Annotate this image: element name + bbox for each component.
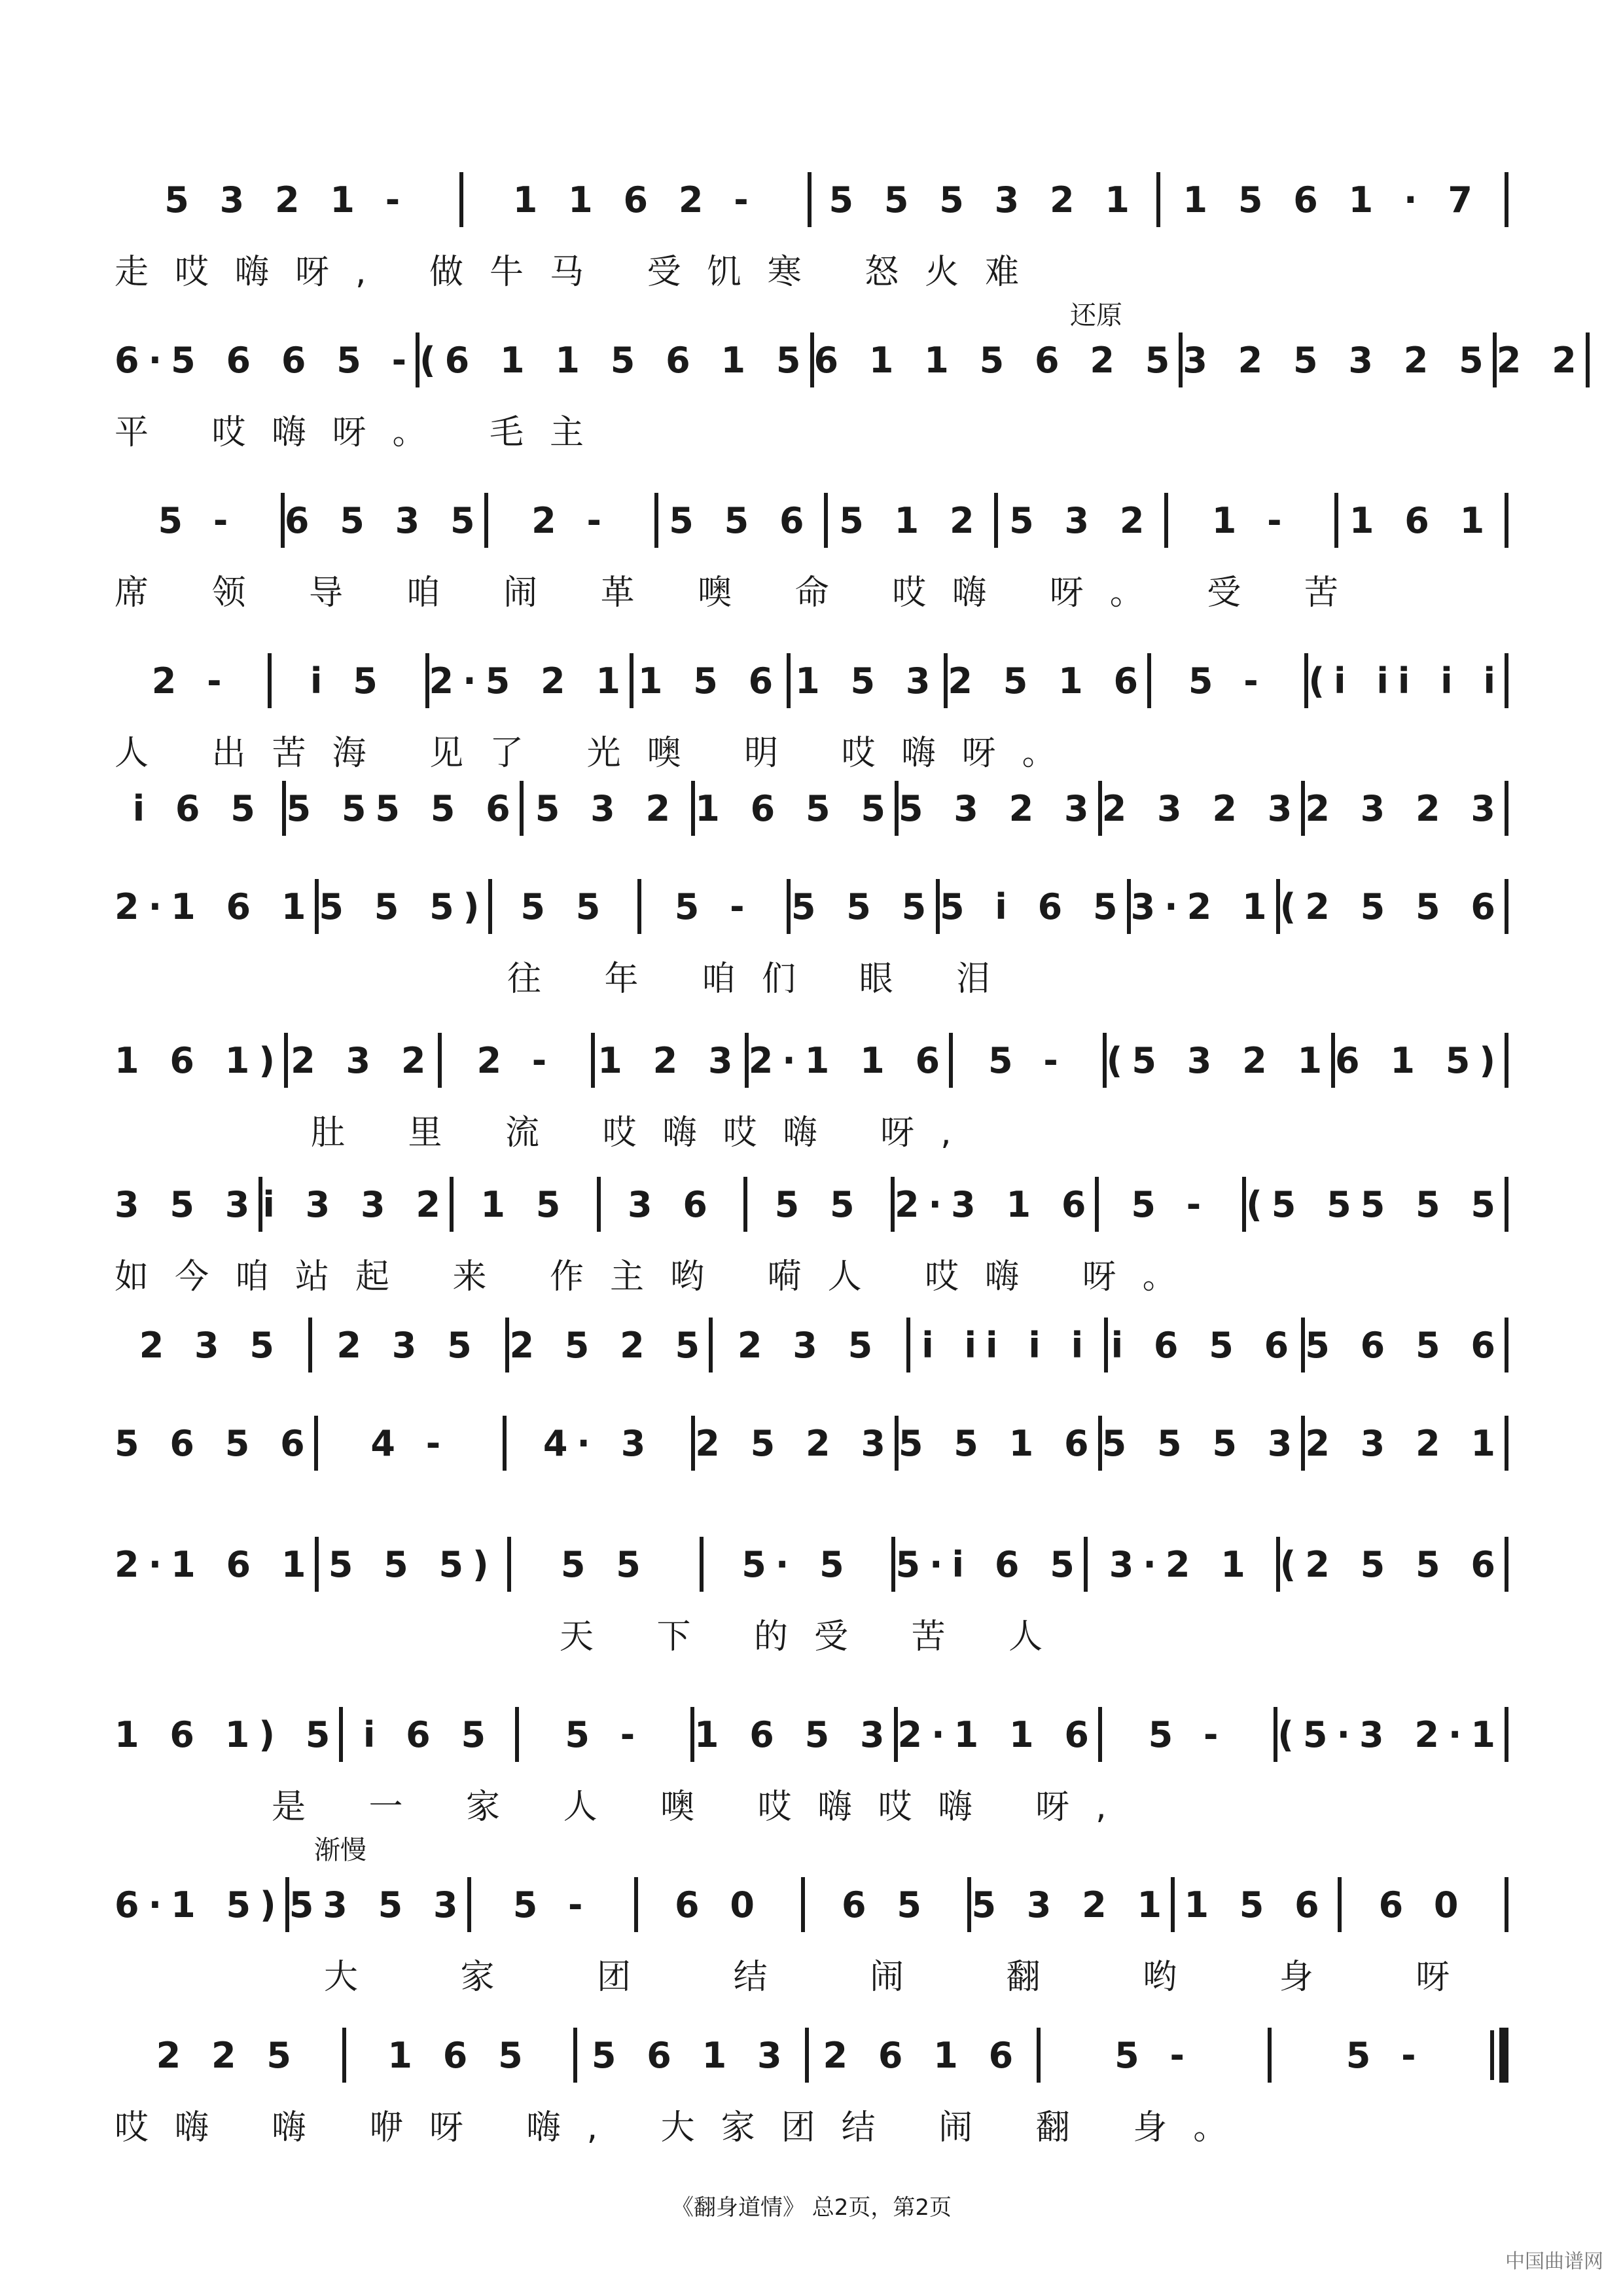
- barline: [1505, 1707, 1508, 1762]
- measure: 5 -: [1131, 1183, 1211, 1225]
- barline: [1505, 1318, 1508, 1372]
- measure: 1 5: [480, 1183, 570, 1225]
- barline: [1505, 1537, 1508, 1592]
- measure: 1 5 6 1 · 7: [1183, 179, 1482, 221]
- measure: 2 3 2 3: [1101, 787, 1302, 829]
- barline: [1505, 1877, 1508, 1932]
- barline: [1505, 879, 1508, 934]
- measure: 5 -: [158, 499, 238, 541]
- lyrics-line: 天 下 的受 苦 人: [560, 1617, 1069, 1657]
- measure: 2·1 1 6: [748, 1039, 950, 1081]
- measure: 1 1 6 2 -: [512, 179, 758, 221]
- notation-line: [115, 488, 1508, 553]
- measure: 2·1 6 1: [115, 886, 315, 927]
- page-footer: 《翻身道情》 总2页，第2页: [671, 2195, 952, 2221]
- score-system-2: [115, 300, 1586, 497]
- lyrics-line: 如今咱站起 来 作主哟 嗬人 哎嗨 呀。: [115, 1257, 1203, 1297]
- lyrics-line: 哎嗨 嗨 咿呀 嗨, 大家团结 闹 翻 身。: [115, 2108, 1254, 2147]
- score-system-6: [115, 874, 1508, 1044]
- measure: 1 6 1) 5: [115, 1713, 340, 1755]
- barline: [1505, 653, 1508, 708]
- measure: 53 5 3: [289, 1884, 467, 1926]
- measure: (5·3 2·1: [1277, 1713, 1505, 1755]
- measure: 2·1 6 1: [115, 1543, 315, 1585]
- measure: 2 5 2 5: [509, 1324, 709, 1366]
- score-system-13: [115, 1835, 1508, 2042]
- barline: [1505, 172, 1508, 227]
- measure: i 5: [310, 660, 387, 702]
- tempo-marking: 渐慢: [314, 1835, 366, 1865]
- measure: 1 6 1: [1349, 499, 1494, 541]
- notation-line: [115, 1702, 1508, 1767]
- score-system-3: [115, 488, 1508, 658]
- measure: (2 5 5 6: [1279, 886, 1505, 927]
- notation-line: [115, 1872, 1508, 1937]
- lyrics-line: 往 年 咱们 眼 泪: [507, 960, 1017, 999]
- measure: 2·1 1 6: [897, 1713, 1098, 1755]
- measure: 1 6 5 5: [695, 787, 895, 829]
- measure: 1 6 1): [115, 1039, 284, 1081]
- measure: 5 5 5 3 2 1: [829, 179, 1139, 221]
- lyrics-line: 走哎嗨呀, 做牛马 受饥寒 怒火难: [115, 253, 1046, 292]
- lyrics-line: 席 领 导 咱 闹 革 噢 命 哎嗨 呀。 受 苦: [115, 573, 1364, 613]
- score-system-11: [115, 1532, 1508, 1702]
- notation-line: [115, 1028, 1508, 1093]
- measure: 5 i 6 5: [939, 886, 1127, 927]
- final-barline: [1499, 2028, 1508, 2083]
- measure: 5 -: [1148, 1713, 1228, 1755]
- measure: 2 3 5: [737, 1324, 882, 1366]
- measure: 1 6 5: [387, 2034, 532, 2076]
- notation-line: [115, 1532, 1508, 1597]
- measure: 5 -: [988, 1039, 1067, 1081]
- barline: [1505, 1177, 1508, 1232]
- measure: 2·5 2 1: [429, 660, 630, 702]
- measure: 2 6 1 6: [823, 2034, 1023, 2076]
- measure: 5 3 2: [535, 787, 680, 829]
- measure: 2 5 1 6: [948, 660, 1148, 702]
- measure: 5·i 6 5: [895, 1543, 1084, 1585]
- measure: 2 -: [531, 499, 611, 541]
- measure: 2 3 5: [336, 1324, 481, 1366]
- measure: 3 6: [628, 1183, 717, 1225]
- measure: i 6 5: [132, 787, 264, 829]
- measure: 3·2 1: [1130, 886, 1276, 927]
- barline: [1505, 493, 1508, 548]
- measure: (i ii i i: [1308, 660, 1505, 702]
- score-system-1: [115, 167, 1508, 337]
- measure: 2 -: [476, 1039, 556, 1081]
- measure: i ii i i: [921, 1324, 1093, 1366]
- measure: 2·3 1 6: [894, 1183, 1096, 1225]
- measure: 4 -: [370, 1422, 450, 1464]
- measure: (5 55 5 5: [1246, 1183, 1505, 1225]
- measure: i 6 5 6: [1111, 1324, 1298, 1366]
- measure: 6 0: [675, 1884, 764, 1926]
- notation-line: [115, 1312, 1508, 1378]
- measure: 5 3 2: [1009, 499, 1154, 541]
- lyrics-line: 人 出苦海 见了 光噢 明 哎嗨呀。: [115, 734, 1082, 773]
- measure: 1 5 6: [637, 660, 783, 702]
- barline: [1505, 781, 1508, 836]
- site-watermark: 中国曲谱网: [1505, 2250, 1603, 2273]
- measure: 5 1 2: [839, 499, 984, 541]
- tempo-marking: 还原: [1070, 300, 1122, 331]
- barline: [1505, 1416, 1508, 1471]
- measure: 6 5: [841, 1884, 931, 1926]
- measure: 2 2: [1496, 339, 1586, 381]
- lyrics-line: 平 哎嗨呀。 毛主: [115, 413, 611, 452]
- measure: 5 6 5 6: [115, 1422, 314, 1464]
- measure: 2 3 5: [139, 1324, 284, 1366]
- measure: 5 3 2 3: [898, 787, 1098, 829]
- measure: 6 1 1 5 6 2 5: [813, 339, 1179, 381]
- measure: 2 -: [151, 660, 231, 702]
- measure: 5 5: [520, 886, 610, 927]
- measure: 3 2 5 3 2 5: [1183, 339, 1493, 381]
- measure: 6 1 5): [1335, 1039, 1505, 1081]
- measure: 5 -: [512, 1884, 592, 1926]
- measure: 2 3 2: [291, 1039, 435, 1081]
- notation-line: [115, 776, 1508, 841]
- notation-line: [115, 1172, 1508, 1237]
- barline: [1505, 1033, 1508, 1088]
- barline: [1586, 332, 1590, 387]
- measure: 4· 3: [543, 1422, 655, 1464]
- measure: 5 -: [1346, 2034, 1425, 2076]
- measure: 3·2 1: [1109, 1543, 1255, 1585]
- score-system-14: [115, 2022, 1508, 2193]
- notation-line: [115, 167, 1508, 232]
- measure: 6·1 5): [115, 1884, 285, 1926]
- measure: 3 5 3: [115, 1183, 259, 1225]
- measure: 5 5 1 6: [898, 1422, 1098, 1464]
- measure: i 3 3 2: [262, 1183, 450, 1225]
- measure: 5 -: [1115, 2034, 1194, 2076]
- notation-line: [115, 1410, 1508, 1476]
- measure: 5 6 5 6: [1305, 1324, 1505, 1366]
- measure: (6 1 1 5 6 1 5: [419, 339, 810, 381]
- measure: 5 5 6: [669, 499, 813, 541]
- measure: 5 6 1 3: [591, 2034, 791, 2076]
- measure: 5 5 5: [791, 886, 936, 927]
- measure: 5· 5: [741, 1543, 853, 1585]
- lyrics-line: 是 一 家 人 噢 哎嗨哎嗨 呀,: [272, 1787, 1133, 1827]
- measure: 5 5: [560, 1543, 650, 1585]
- measure: 1 2 3: [597, 1039, 742, 1081]
- lyrics-line: 大 家 团 结 闹 翻 哟 身 呀: [324, 1958, 1496, 1997]
- measure: 1 -: [1211, 499, 1291, 541]
- measure: 5 -: [674, 886, 754, 927]
- measure: 5 3 2 1: [971, 1884, 1171, 1926]
- measure: 6 0: [1378, 1884, 1468, 1926]
- measure: 2 5 2 3: [695, 1422, 895, 1464]
- measure: 1 5 6: [1184, 1884, 1329, 1926]
- measure: 5 5 5): [328, 1543, 498, 1585]
- measure: 2 3 2 1: [1305, 1422, 1505, 1464]
- measure: 6 5 3 5: [284, 499, 484, 541]
- measure: 2 3 2 3: [1305, 787, 1505, 829]
- measure: 1 6 5 3: [694, 1713, 894, 1755]
- measure: 5 5 5 3: [1101, 1422, 1302, 1464]
- measure: 6·5 6 6 5 -: [115, 339, 416, 381]
- measure: 5 -: [1188, 660, 1268, 702]
- measure: 5 -: [565, 1713, 645, 1755]
- notation-line: [115, 648, 1508, 713]
- measure: 5 5 5): [319, 886, 489, 927]
- measure: 5 3 2 1 -: [164, 179, 410, 221]
- notation-line: [115, 874, 1508, 939]
- lyrics-line: 肚 里 流 哎嗨哎嗨 呀,: [311, 1113, 978, 1153]
- measure: 1 5 3: [795, 660, 940, 702]
- notation-line: [115, 327, 1586, 393]
- notation-line: [115, 2022, 1508, 2088]
- measure: 5 5: [774, 1183, 864, 1225]
- measure: 5 55 5 6: [286, 787, 520, 829]
- measure: (5 3 2 1: [1106, 1039, 1332, 1081]
- measure: (2 5 5 6: [1279, 1543, 1505, 1585]
- measure: 2 2 5: [156, 2034, 300, 2076]
- measure: i 6 5: [363, 1713, 495, 1755]
